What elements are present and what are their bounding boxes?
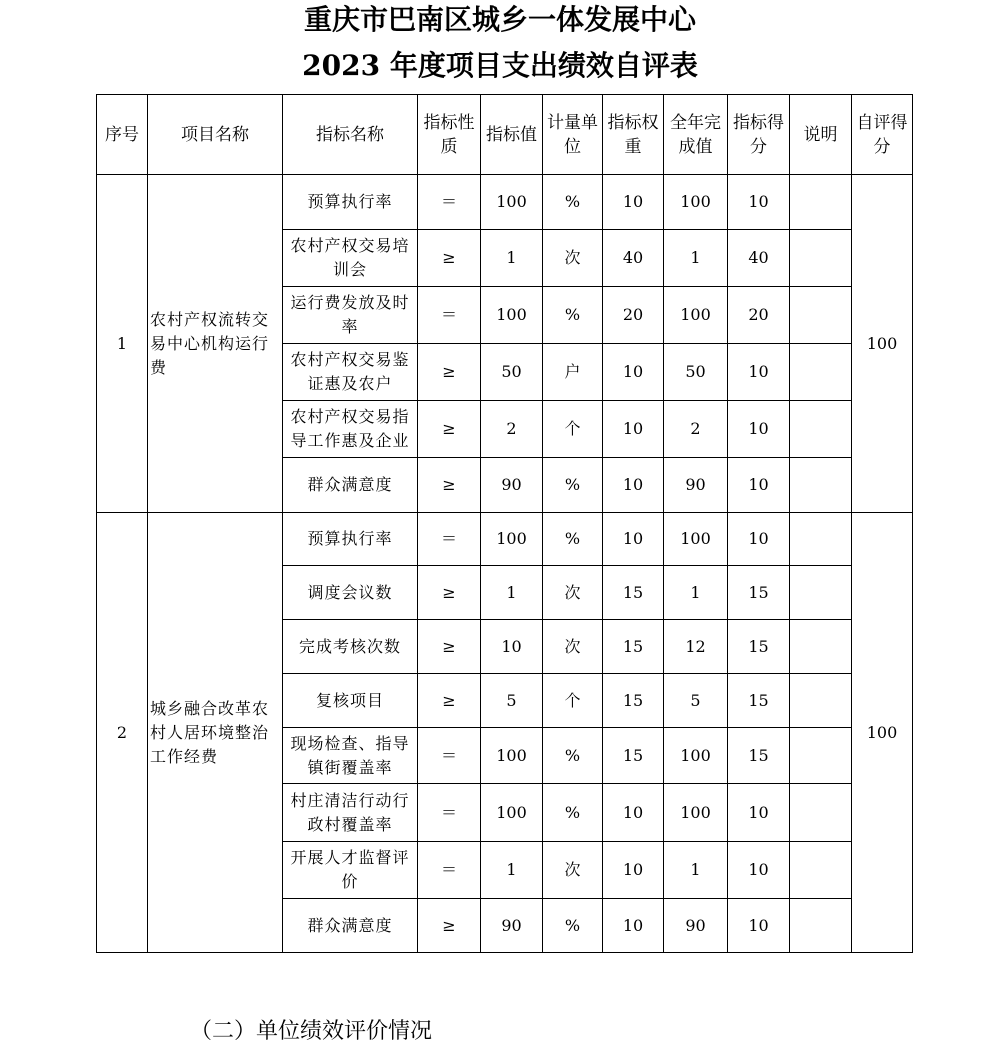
cell-unit: 次 xyxy=(543,620,603,674)
performance-table xyxy=(96,94,913,953)
cell-nature: ≥ xyxy=(418,401,481,458)
cell-note xyxy=(790,401,852,458)
cell-weight: 40 xyxy=(603,230,664,287)
cell-actual: 100 xyxy=(664,287,728,344)
cell-indicator: 现场检查、指导镇街覆盖率 xyxy=(283,728,418,784)
cell-weight: 15 xyxy=(603,620,664,674)
cell-unit: % xyxy=(543,899,603,953)
cell-score: 10 xyxy=(728,344,790,401)
cell-indicator: 预算执行率 xyxy=(283,175,418,230)
cell-weight: 10 xyxy=(603,175,664,230)
cell-weight: 20 xyxy=(603,287,664,344)
cell-actual: 50 xyxy=(664,344,728,401)
cell-weight: 10 xyxy=(603,784,664,842)
cell-score: 10 xyxy=(728,175,790,230)
cell-indicator: 村庄清洁行动行政村覆盖率 xyxy=(283,784,418,842)
cell-indicator: 复核项目 xyxy=(283,674,418,728)
cell-weight: 10 xyxy=(603,842,664,899)
cell-value: 1 xyxy=(481,230,543,287)
cell-score: 10 xyxy=(728,458,790,513)
cell-nature: ≥ xyxy=(418,674,481,728)
cell-indicator: 群众满意度 xyxy=(283,899,418,953)
cell-unit: % xyxy=(543,175,603,230)
header-note: 说明 xyxy=(790,95,852,175)
cell-value: 5 xyxy=(481,674,543,728)
header-unit: 计量单位 xyxy=(543,95,603,175)
cell-unit: 次 xyxy=(543,230,603,287)
cell-nature: ≥ xyxy=(418,344,481,401)
cell-value: 100 xyxy=(481,287,543,344)
cell-value: 50 xyxy=(481,344,543,401)
cell-note xyxy=(790,344,852,401)
cell-indicator: 农村产权交易培训会 xyxy=(283,230,418,287)
cell-actual: 90 xyxy=(664,899,728,953)
table-row xyxy=(97,175,913,230)
cell-note xyxy=(790,566,852,620)
cell-unit: % xyxy=(543,784,603,842)
cell-nature: ≥ xyxy=(418,620,481,674)
cell-score: 10 xyxy=(728,513,790,566)
cell-value: 1 xyxy=(481,566,543,620)
cell-value: 90 xyxy=(481,458,543,513)
table-header-row xyxy=(97,95,913,175)
cell-weight: 15 xyxy=(603,674,664,728)
cell-actual: 5 xyxy=(664,674,728,728)
cell-note xyxy=(790,175,852,230)
table-row xyxy=(97,513,913,566)
cell-nature: ≥ xyxy=(418,458,481,513)
header-score: 指标得分 xyxy=(728,95,790,175)
cell-nature: ＝ xyxy=(418,784,481,842)
cell-actual: 1 xyxy=(664,566,728,620)
cell-self-score: 100 xyxy=(852,513,913,953)
cell-value: 90 xyxy=(481,899,543,953)
cell-self-score: 100 xyxy=(852,175,913,513)
cell-score: 10 xyxy=(728,784,790,842)
cell-value: 100 xyxy=(481,175,543,230)
cell-actual: 100 xyxy=(664,728,728,784)
cell-nature: ≥ xyxy=(418,566,481,620)
cell-note xyxy=(790,287,852,344)
document-subtitle: 2023 年度项目支出绩效自评表 xyxy=(302,49,698,82)
cell-unit: 次 xyxy=(543,842,603,899)
cell-value: 100 xyxy=(481,513,543,566)
cell-indicator: 运行费发放及时率 xyxy=(283,287,418,344)
cell-actual: 2 xyxy=(664,401,728,458)
cell-actual: 100 xyxy=(664,175,728,230)
header-seq: 序号 xyxy=(97,95,148,175)
cell-score: 15 xyxy=(728,566,790,620)
cell-unit: 户 xyxy=(543,344,603,401)
cell-unit: 个 xyxy=(543,401,603,458)
cell-indicator: 完成考核次数 xyxy=(283,620,418,674)
cell-indicator: 农村产权交易指导工作惠及企业 xyxy=(283,401,418,458)
header-project-name: 项目名称 xyxy=(148,95,283,175)
cell-nature: ＝ xyxy=(418,175,481,230)
cell-weight: 10 xyxy=(603,344,664,401)
cell-unit: % xyxy=(543,287,603,344)
cell-seq: 2 xyxy=(97,513,148,953)
cell-score: 10 xyxy=(728,842,790,899)
cell-unit: 个 xyxy=(543,674,603,728)
cell-indicator: 群众满意度 xyxy=(283,458,418,513)
cell-note xyxy=(790,728,852,784)
cell-score: 15 xyxy=(728,674,790,728)
cell-nature: ＝ xyxy=(418,287,481,344)
cell-actual: 12 xyxy=(664,620,728,674)
cell-value: 100 xyxy=(481,728,543,784)
cell-unit: % xyxy=(543,458,603,513)
cell-indicator: 调度会议数 xyxy=(283,566,418,620)
cell-note xyxy=(790,513,852,566)
cell-note xyxy=(790,620,852,674)
cell-weight: 10 xyxy=(603,899,664,953)
cell-note xyxy=(790,674,852,728)
header-actual: 全年完成值 xyxy=(664,95,728,175)
cell-note xyxy=(790,842,852,899)
cell-unit: 次 xyxy=(543,566,603,620)
header-nature: 指标性质 xyxy=(418,95,481,175)
cell-actual: 100 xyxy=(664,784,728,842)
cell-nature: ≥ xyxy=(418,899,481,953)
document-title: 重庆市巴南区城乡一体发展中心 xyxy=(303,3,696,36)
cell-score: 15 xyxy=(728,728,790,784)
cell-weight: 10 xyxy=(603,513,664,566)
cell-actual: 1 xyxy=(664,842,728,899)
cell-weight: 10 xyxy=(603,458,664,513)
cell-score: 40 xyxy=(728,230,790,287)
cell-indicator: 预算执行率 xyxy=(283,513,418,566)
header-value: 指标值 xyxy=(481,95,543,175)
cell-actual: 100 xyxy=(664,513,728,566)
cell-value: 2 xyxy=(481,401,543,458)
cell-score: 10 xyxy=(728,899,790,953)
cell-score: 10 xyxy=(728,401,790,458)
cell-actual: 90 xyxy=(664,458,728,513)
cell-value: 100 xyxy=(481,784,543,842)
cell-note xyxy=(790,899,852,953)
cell-nature: ＝ xyxy=(418,728,481,784)
table-body xyxy=(97,175,913,953)
cell-weight: 10 xyxy=(603,401,664,458)
cell-project-name: 农村产权流转交易中心机构运行费 xyxy=(148,175,283,513)
header-indicator: 指标名称 xyxy=(283,95,418,175)
cell-weight: 15 xyxy=(603,728,664,784)
cell-score: 20 xyxy=(728,287,790,344)
cell-unit: % xyxy=(543,513,603,566)
cell-weight: 15 xyxy=(603,566,664,620)
cell-nature: ≥ xyxy=(418,230,481,287)
cell-note xyxy=(790,784,852,842)
header-self-score: 自评得分 xyxy=(852,95,913,175)
cell-value: 10 xyxy=(481,620,543,674)
cell-indicator: 农村产权交易鉴证惠及农户 xyxy=(283,344,418,401)
cell-nature: ＝ xyxy=(418,842,481,899)
cell-project-name: 城乡融合改革农村人居环境整治工作经费 xyxy=(148,513,283,953)
cell-indicator: 开展人才监督评价 xyxy=(283,842,418,899)
cell-seq: 1 xyxy=(97,175,148,513)
cell-unit: % xyxy=(543,728,603,784)
cell-note xyxy=(790,230,852,287)
header-weight: 指标权重 xyxy=(603,95,664,175)
cell-note xyxy=(790,458,852,513)
cell-value: 1 xyxy=(481,842,543,899)
cell-score: 15 xyxy=(728,620,790,674)
cell-nature: ＝ xyxy=(418,513,481,566)
section-heading: （二）单位绩效评价情况 xyxy=(190,1019,433,1044)
cell-actual: 1 xyxy=(664,230,728,287)
